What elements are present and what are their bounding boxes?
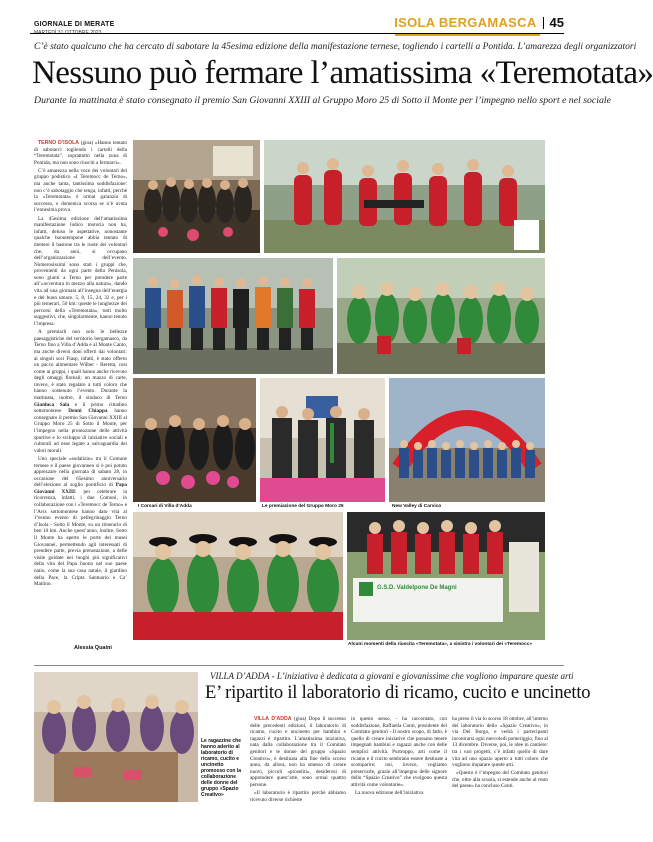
section-name: ISOLA BERGAMASCA [394, 15, 537, 30]
paragraph: «Questo è l’impegno del Comitato genitori che, oltre alla scuola, si estende anche al resto del paese» ha concluso Conti. [452, 770, 548, 790]
paragraph: «Il laboratorio è ripartito perché abbiamo ricevuto diverse richieste [250, 790, 346, 803]
photo-volunteers [133, 140, 260, 253]
photo-caption: I Corsari di Villa d’Adda [138, 504, 192, 509]
paragraph: C’è amarezza nella voce dei volontari del gruppo podistico «I Teremocc de Terno», ma anche tanta, tantissima soddisfazione: non c’è sabotaggio che tenga, infatti, perché la «Teremotata» è ormai garanzia di successo, e domenica scorsa se n’è avuta l’ennesima prova. [34, 167, 127, 214]
photo-band [264, 140, 545, 253]
person-name: Gianluca Sala [34, 401, 70, 408]
dateline: VILLA D’ADDA [254, 716, 292, 722]
article-separator [34, 665, 564, 666]
paragraph: La 45esima edizione dell’amatissima manifestazione ludico motoria non ha, infatti, deluso le aspettative, nonostante qualche buontempone abbia tentato di mettere il bastone tra le ruote dei volontari che, da anni, si occupano dell’organizzazione dell’evento. Numerosissimi sono stati i gruppi che, provenienti da ogni parte della Penisola, sono giunti a Terno per prendere parte all’«avventura in mezzo alla natura», dando vita ad una giornata all’insegna dell’energia e del buon umore. 5, 8, 15, 24, 32 e, per i più temerari, 50 km: queste le lunghezze dei percorsi della «Teremotata», tutti molto suggestivi, che, singolarmente, hanno tenuto l’impresa. [34, 215, 127, 328]
photo-gsd-banner-image [347, 512, 545, 640]
photo-caption-laboratory: Le ragazzine che hanno aderito al laboratorio di ricamo, cucito e uncinetto promosso con la collaborazione delle donne del gruppo «Spazio Creativo» [201, 738, 242, 798]
photo-new-valley-image [389, 378, 545, 502]
person-name: Denni Chiappa [68, 408, 108, 415]
masthead [34, 20, 114, 38]
article-headline: Nessuno può fermare l’amatissima «Teremotata» [32, 55, 653, 91]
photo-runners-image [133, 258, 333, 374]
newspaper-name: GIORNALE DI MERATE [34, 21, 115, 28]
dateline: TERNO D’ISOLA [38, 140, 80, 146]
photo-laboratory [34, 672, 198, 802]
photo-volunteers-image [133, 140, 260, 253]
photo-green-group-image [337, 258, 545, 374]
paragraph: : per celebrare la ricorrenza, infatti, i due Comuni, in collaborazione con i «Teremocc de Terno» e l’Avis sottomontese hanno dato vita al 1ºesimo evento di pellegrinaggio Terno d’Isola - Sotto il Monte, su un itinerario di ben 10 km. Anche quest’anno, inoltre, Sotto il Monte ha aperto le porte dei musei Giovannei, permettendo agli interessati di prendere parte, previa prenotazione, a delle visite guidate nei luoghi più significativi della vita del Papa buono nel suo paese natio, come la sua casa natale, il giardino della Pace, la Cripta Santuario e Ca’ Maitino. [34, 488, 127, 588]
section-header [394, 15, 564, 30]
photo-teremocc [133, 512, 343, 640]
paragraph: A premiarli non solo le bellezze paesaggistiche del territorio bergamasco, da Terno fino a Villa d’Adda e al Monte Canto, ma anche diversi doni offerti dai volontari: ai singoli soci Fiasp, infatti, è stato offerto un pacco alimentare Wilber - Beretta, così come ai gruppi, i quali hanno anche ricevuto degli omaggi floreali; un mazzo di carte, invece, è stato regalato a tutti coloro che hanno sostenuto l’evento. Durante la mattinata, inoltre, il sindaco di Terno [34, 329, 127, 402]
photo-gsd-banner [347, 512, 545, 640]
photo-green-group [337, 258, 545, 374]
photo-runners [133, 258, 333, 374]
article2-body-col3 [452, 716, 548, 792]
photo-award [260, 378, 385, 502]
section-accent-rule [395, 34, 540, 36]
person-name: Papa Giovanni XXIII [34, 482, 128, 495]
article-subhead: Durante la mattinata è stato consegnato il premio San Giovanni XXIII al Gruppo Moro 25 di Sotto il Monte per l’impegno nello sport e nel sociale [34, 95, 611, 106]
paragraph: Uno speciale «sodalizio» tra il Comune ternese e il paese giovanneo si è poi potuto apprezzare nella giornata di sabato 28, in occasione del 65esimo anniversario dell’elezione al soglio pontificio di [34, 455, 127, 489]
paragraph: ha preso il via lo scorso 18 ottobre, all’interno del laboratorio dello «Spazio Creativo», in via Del Borgo, e vedrà i partecipanti incontrarsi ogni mercoledì pomeriggio, fino al 13 dicembre. Diverse, poi, le idee in cantiere: tra i vari progetti, c’è infatti quello di dare vita ad uno spazio aperto a tutti coloro che vogliono imparare queste arti. [452, 716, 548, 769]
paragraph: (gioa) Dopo il successo delle precedenti edizioni, il laboratorio di ricamo, cucito e uncinetto per bambini e ragazzi è ripartito. L’amatissima iniziativa, nata dalla collaborazione tra il Comitato genitori e le donne del gruppo «Spazio Creativo», è destinata alla fine dello scorso anno, da allora, non ha smesso di creare nuovi, piccoli «proseliti», desiderosi di apprendere quest’arte, sono ormai quattro persone. [250, 716, 347, 788]
article2-body-col1 [250, 716, 346, 805]
paragraph: e il primo cittadino sottomontese [34, 401, 127, 415]
photo-corsari-image [133, 378, 256, 502]
photo-new-valley [389, 378, 545, 502]
photo-band-image [264, 140, 545, 253]
photo-corsari [133, 378, 256, 502]
article2-headline: E’ ripartito il laboratorio di ricamo, cucito e uncinetto [205, 683, 591, 703]
article-kicker: C’è stato qualcuno che ha cercato di sabotare la 45esima edizione della manifestazione ternese, togliendo i cartelli a Pontida. L’amarezza degli organizzatori [34, 42, 637, 52]
banner-text: G.S.D. Valdelpone De Magni [377, 585, 457, 591]
paragraph: La nuova edizione dell’iniziativa [355, 790, 424, 797]
article2-body-col2 [351, 716, 447, 798]
paragraph: hanno consegnato il premio San Giovanni XXIII al Gruppo Moro 25 di Sotto il Monte, per l’impegno nella promozione delle attività sportive e lo sviluppo di iniziative sociali e culturali ad esse legate a salvaguardia dei valori morali. [34, 408, 127, 454]
photo-caption: New Valley di Carvico [392, 504, 442, 509]
page-number: 45 [549, 15, 564, 30]
photo-laboratory-image [34, 672, 198, 802]
photo-caption: Le premiazione del Gruppo Moro 25 [262, 504, 344, 509]
article-body [34, 140, 127, 589]
section-divider [543, 17, 544, 29]
photo-teremocc-image [133, 512, 343, 640]
author-byline: Alessia Quaini [74, 645, 112, 651]
paragraph: in questo senso, - ha raccontato, con soddisfazione, Raffaella Conti, presidente del Comitato genitori - Il nostro scopo, di fatto, è quello di creare iniziative che possano tenere impegnati bambini e ragazzi anche con delle semplici attività. Purtroppo, arti come il ricamo e il cucito sembrano essere destinate a scomparire; noi, invece, vogliamo preservarle, grazie all’impegno delle signore dello “Spazio Creativo” che svolgono questa attività come volontarie». [351, 716, 447, 788]
photo-caption: Alcuni momenti della riuscita «Teremotata», a sinistra i volontari dei «Teremocc» [348, 642, 533, 647]
paragraph: (gioa) «Hanno tentato di sabotarci togliendo i cartelli della “Teremotata”, soprattutto nella zona di Pontida, ma non sono riusciti a fermarci». [34, 140, 128, 166]
article2-kicker: VILLA D’ADDA - L’iniziativa è dedicata a giovani e giovanissime che vogliono imparare queste arti [210, 671, 574, 681]
photo-award-image [260, 378, 385, 502]
